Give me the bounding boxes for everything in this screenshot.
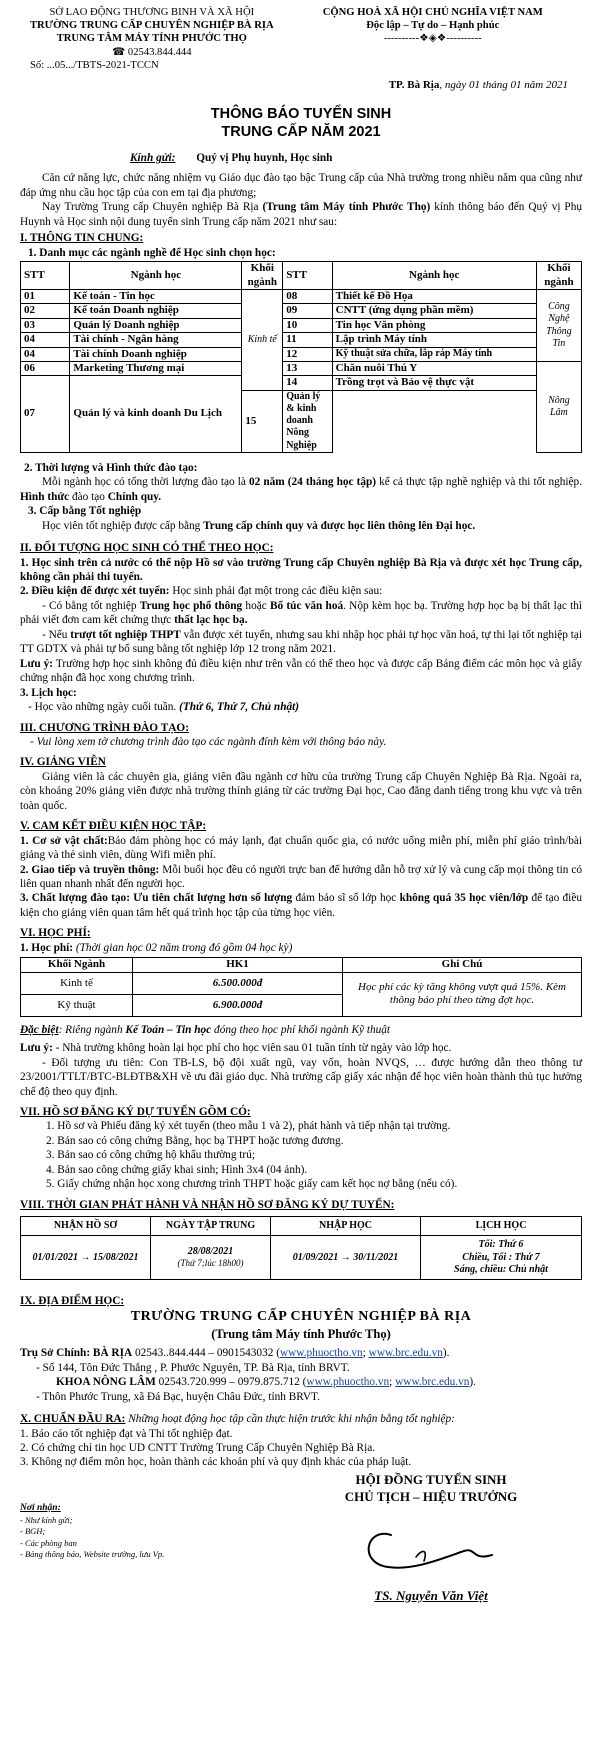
block-it: Công Nghệ Thông Tin bbox=[536, 290, 581, 362]
hq-address: - Số 144, Tôn Đức Thắng , P. Phước Nguyên, TP. Bà Rịa, tỉnh BRVT. bbox=[36, 1361, 350, 1374]
separator: ; bbox=[362, 1347, 369, 1360]
text-bold: trượt tốt nghiệp THPT bbox=[70, 628, 181, 641]
block-economics: Kinh tế bbox=[242, 290, 283, 391]
issuer-block bbox=[20, 6, 284, 72]
text-bold: 1. Cơ sở vật chất: bbox=[20, 834, 108, 847]
table-row bbox=[21, 304, 582, 318]
greeting-label: Kính gửi: bbox=[130, 152, 176, 165]
schedule-header-gather: NGÀY TẬP TRUNG bbox=[151, 1217, 271, 1236]
major-cell: CNTT (ứng dụng phần mềm) bbox=[332, 304, 536, 318]
text: để tạo điều kiện cho giảng viên quan tâm hết quá trình học tập của từng học viên. bbox=[20, 892, 582, 919]
issuer-phone: ☎ 02543.844.444 bbox=[112, 46, 192, 58]
timetable-line: Tối: Thứ 6 bbox=[478, 1239, 524, 1251]
major-cell: Kỹ thuật sửa chữa, lắp ráp Máy tính bbox=[332, 347, 536, 361]
section-6-special bbox=[20, 1023, 582, 1037]
stt-cell: 15 bbox=[242, 390, 283, 452]
section-2-p3 bbox=[20, 599, 582, 628]
list-item: 1. Hồ sơ và Phiếu đăng ký xét tuyển (theo mẫu 1 và 2), phát hành và tiếp nhận tại trường. bbox=[46, 1120, 451, 1133]
section-8-heading: VIII. THỜI GIAN PHÁT HÀNH VÀ NHẬN HỒ SƠ ĐĂNG KÝ DỰ TUYỂN: bbox=[20, 1198, 395, 1211]
text: đảm bảo sĩ số lớp học bbox=[292, 892, 400, 905]
header-block-right: Khối ngành bbox=[536, 262, 581, 290]
document-header bbox=[20, 6, 582, 72]
stt-cell: 03 bbox=[21, 318, 70, 332]
gather-date: 28/08/2021 bbox=[187, 1246, 234, 1258]
timetable-cell bbox=[421, 1236, 582, 1280]
output-item: 3. Không nợ điểm môn học, hoàn thành các khoản phí và quy định khác của pháp luật. bbox=[20, 1456, 412, 1469]
hq-phone: 02543..844.444 – 0901543032 ( bbox=[132, 1347, 280, 1360]
section-10-heading: X. CHUẨN ĐẦU RA: bbox=[20, 1413, 126, 1426]
header-block-left: Khối ngành bbox=[242, 262, 283, 290]
header-stt-left: STT bbox=[21, 262, 70, 290]
text-bold: Hình thức bbox=[20, 490, 70, 503]
section-6-note-1 bbox=[20, 1041, 582, 1055]
tuition-header bbox=[21, 958, 582, 972]
documents-list bbox=[20, 1119, 582, 1191]
text-bold: 2. Giao tiếp và truyền thông: bbox=[20, 863, 160, 876]
date-text: , ngày 01 tháng 01 năm 2021 bbox=[439, 79, 568, 92]
timetable-line: Sáng, chiều: Chủ nhật bbox=[454, 1263, 548, 1275]
section-6-note-2: - Đối tượng ưu tiên: Con TB-LS, bộ đội xuất ngũ, vay vốn, hoàn NVQS, … được hướng dẫn theo thông tư 23/2001/TTLT/BTC-BLĐTB&XH về ưu đãi giáo dục. Nhà trường cấp giấy xác nhận để học viên hoàn thành thủ tục hưởng chế độ theo quy định. bbox=[20, 1056, 582, 1098]
stt-cell: 04 bbox=[21, 347, 70, 361]
major-cell: Kế toán - Tin học bbox=[70, 290, 242, 304]
location-school: TRƯỜNG TRUNG CẤP CHUYÊN NGHIỆP BÀ RỊA bbox=[130, 1309, 472, 1325]
text: : Riêng ngành bbox=[58, 1023, 126, 1036]
tuition-header-note: Ghi Chú bbox=[343, 958, 582, 972]
intro-text-2: kính thông báo đến Quý vị Phụ Huynh và Học sinh nội dung tuyển sinh Trung cấp năm 2021 như sau: bbox=[20, 201, 583, 228]
schedule-header-timetable: LỊCH HỌC bbox=[421, 1217, 582, 1236]
tuition-fee-cell: 6.900.000đ bbox=[133, 994, 343, 1016]
stt-cell: 06 bbox=[21, 362, 70, 376]
section-2-p5 bbox=[20, 657, 582, 686]
section-10-note: Những hoạt động học tập cần thực hiện trước khi nhận bằng tốt nghiệp: bbox=[125, 1413, 455, 1426]
agri-label: KHOA NÔNG LÂM bbox=[56, 1376, 156, 1389]
stt-cell: 01 bbox=[21, 290, 70, 304]
section-3-p1: - Vui lòng xem tờ chương trình đào tạo các ngành đính kèm với thông báo này. bbox=[30, 735, 387, 748]
text-bold: (Thứ 6, Thứ 7, Chủ nhật) bbox=[179, 701, 300, 714]
text: Học sinh phải đạt một trong các điều kiện sau: bbox=[169, 585, 383, 598]
major-cell: Marketing Thương mại bbox=[70, 362, 242, 376]
schedule-header bbox=[21, 1217, 582, 1236]
section-2-schedule-heading: 3. Lịch học: bbox=[20, 686, 77, 699]
stt-cell: 08 bbox=[283, 290, 332, 304]
gather-date-cell bbox=[151, 1236, 271, 1280]
stt-cell: 11 bbox=[283, 333, 332, 347]
text: Bảo đảm phòng học có máy lạnh, đạt chuẩn quốc gia, có nước uống miễn phí, miễn phí giáo trình/bài giảng và thẻ sinh viên, dùng Wifi miễn phí. bbox=[20, 834, 582, 862]
intro-paragraph-2 bbox=[20, 200, 582, 229]
output-item: 2. Có chứng chỉ tin học UD CNTT Trường Trung Cấp Chuyên Nghiệp Bà Rịa. bbox=[20, 1441, 376, 1454]
website-link[interactable]: www.phuoctho.vn bbox=[306, 1376, 390, 1389]
major-cell: Trồng trọt và Bảo vệ thực vật bbox=[332, 376, 536, 390]
recipient-item: - Bảng thông báo, Website trường, lưu Vp. bbox=[20, 1549, 165, 1560]
stt-cell: 02 bbox=[21, 304, 70, 318]
stt-cell: 13 bbox=[283, 362, 332, 376]
text-bold: 3. Chất lượng đào tạo: Ưu tiên chất lượng hơn số lượng bbox=[20, 892, 293, 905]
majors-table-header bbox=[21, 262, 582, 290]
section-2-heading: II. ĐỐI TƯỢNG HỌC SINH CÓ THỂ THEO HỌC: bbox=[20, 542, 274, 555]
intro-paragraph-1: Căn cứ năng lực, chức năng nhiệm vụ Giáo dục đào tạo bậc Trung cấp của Nhà trường trong nhiều năm qua cũng như đáp ứng nhu cầu học tập của con em tại địa phương; bbox=[20, 172, 582, 199]
stt-cell: 12 bbox=[283, 347, 332, 361]
schedule-header-receive: NHẬN HỒ SƠ bbox=[21, 1217, 151, 1236]
title-line-2: TRUNG CẤP NĂM 2021 bbox=[221, 123, 381, 140]
stt-cell: 04 bbox=[21, 333, 70, 347]
duration-paragraph bbox=[20, 475, 582, 504]
handwritten-signature bbox=[296, 1505, 566, 1583]
text: - Nếu bbox=[42, 628, 71, 641]
major-cell: Quản lý Doanh nghiệp bbox=[70, 318, 242, 332]
text: đóng theo học phí khối ngành Kỹ thuật bbox=[211, 1023, 391, 1036]
section-1-sub-3: 3. Cấp bằng Tốt nghiệp bbox=[28, 505, 142, 518]
recipients-label: Nơi nhận: bbox=[20, 1502, 61, 1513]
output-item: 1. Báo cáo tốt nghiệp đạt và Thi tốt nghiệp đạt. bbox=[20, 1427, 233, 1440]
text: - Học vào những ngày cuối tuần. bbox=[28, 701, 180, 714]
section-2-p2 bbox=[20, 584, 582, 598]
website-link[interactable]: www.brc.edu.vn bbox=[368, 1347, 443, 1360]
text: Mỗi buổi học đều có người trực ban để hướng dẫn hỗ trợ xử lý và cung cấp mọi thông tin có liên quan nhanh nhất đến người học. bbox=[20, 863, 583, 891]
ministry-name: SỞ LAO ĐỘNG THƯƠNG BINH VÀ XÃ HỘI bbox=[49, 7, 255, 18]
table-row bbox=[21, 318, 582, 332]
major-cell: Tin học Văn phòng bbox=[332, 318, 536, 332]
intro-center: (Trung tâm Máy tính Phước Thọ) bbox=[262, 201, 431, 214]
degree-paragraph bbox=[20, 519, 582, 533]
center-name: TRUNG TÂM MÁY TÍNH PHƯỚC THỌ bbox=[56, 33, 247, 45]
table-row bbox=[21, 347, 582, 361]
stt-cell: 14 bbox=[283, 376, 332, 390]
website-link[interactable]: www.phuoctho.vn bbox=[279, 1347, 363, 1360]
table-row bbox=[21, 376, 582, 390]
timetable-line: Chiều, Tối : Thứ 7 bbox=[462, 1251, 540, 1263]
list-item: 3. Bản sao có công chứng hộ khẩu thường trú; bbox=[46, 1149, 255, 1162]
text: đào tạo bbox=[69, 490, 108, 503]
receive-period-cell: 01/01/2021 → 15/08/2021 bbox=[21, 1236, 151, 1280]
section-1-sub-1: 1. Danh mục các ngành nghề để Học sinh chọn học: bbox=[28, 246, 276, 259]
greeting-recipient: Quý vị Phụ huynh, Học sinh bbox=[196, 152, 333, 165]
tuition-block-cell: Kỹ thuật bbox=[21, 994, 133, 1016]
table-row bbox=[21, 1236, 582, 1280]
stt-cell: 07 bbox=[21, 376, 70, 452]
list-item: 4. Bản sao công chứng giấy khai sinh; Hình 3x4 (04 ảnh). bbox=[46, 1163, 308, 1176]
council-title: HỘI ĐỒNG TUYỂN SINH bbox=[355, 1471, 507, 1487]
text-bold: Lưu ý: bbox=[20, 657, 54, 670]
section-2-p4 bbox=[20, 628, 582, 657]
tuition-header-hk1: HK1 bbox=[133, 958, 343, 972]
signature-block bbox=[296, 1472, 566, 1604]
text-bold: Chính quy. bbox=[107, 490, 162, 503]
schedule-header-enroll: NHẬP HỌC bbox=[271, 1217, 421, 1236]
website-link[interactable]: www.brc.edu.vn bbox=[395, 1376, 470, 1389]
table-row bbox=[21, 362, 582, 376]
greeting bbox=[130, 151, 582, 165]
document-footer bbox=[20, 1472, 582, 1604]
schedule-table bbox=[20, 1216, 582, 1280]
text: kể cả thực tập nghề nghiệp và thi tốt nghiệp. bbox=[376, 476, 583, 489]
section-5-p2 bbox=[20, 863, 582, 892]
stt-cell: 10 bbox=[283, 318, 332, 332]
text: vẫn được xét tuyển, nhưng sau khi nhập học phải tự học văn hoá, tự thi lại tốt nghiệp tại TT GDTX và phải tự bổ sung bằng tốt nghiệp lớp 12 trong năm 2021. bbox=[20, 628, 583, 656]
list-item: 2. Bản sao có công chứng Bằng, học bạ THPT hoặc tương đương. bbox=[46, 1134, 344, 1147]
hq-line bbox=[20, 1346, 582, 1360]
major-cell: Chăn nuôi Thú Y bbox=[332, 362, 536, 376]
section-6-heading: VI. HỌC PHÍ: bbox=[20, 927, 91, 940]
text: - Nhà trường không hoàn lại học phí cho học viên sau 01 tuần tính từ ngày vào lớp học. bbox=[52, 1042, 452, 1055]
text-bold: Bổ túc văn hoá bbox=[270, 599, 344, 612]
text: - Có bằng tốt nghiệp bbox=[42, 599, 140, 612]
location-center: (Trung tâm Máy tính Phước Thọ) bbox=[211, 1327, 391, 1342]
document-date bbox=[20, 78, 582, 92]
text-bold: Trung học phổ thông bbox=[139, 599, 243, 612]
title-line-1: THÔNG BÁO TUYỂN SINH bbox=[210, 106, 392, 123]
document-title bbox=[20, 106, 582, 141]
text-bold: Trung cấp chính quy và được học liên thông lên Đại học. bbox=[203, 519, 476, 532]
major-cell: Tài chính - Ngân hàng bbox=[70, 333, 242, 347]
text-bold: 2. Điều kiện để được xét tuyển: bbox=[20, 585, 170, 598]
major-cell: Quản lý & kinh doanh Nông Nghiệp bbox=[283, 390, 332, 452]
section-6-sub-1 bbox=[20, 941, 582, 955]
text-italic: (Thời gian học 02 năm trong đó gồm 04 học kỳ) bbox=[75, 941, 293, 954]
agri-address: - Thôn Phước Trung, xã Đá Bạc, huyện Châu Đức, tỉnh BRVT. bbox=[36, 1390, 320, 1403]
tuition-header-block: Khối Ngành bbox=[21, 958, 133, 972]
intro-text: Nay Trường Trung cấp Chuyên nghiệp Bà Rịa bbox=[42, 201, 263, 214]
agri-line bbox=[20, 1375, 582, 1389]
major-cell: Kế toán Doanh nghiệp bbox=[70, 304, 242, 318]
text-bold: Kế Toán – Tin học bbox=[125, 1023, 212, 1036]
table-row bbox=[21, 333, 582, 347]
section-5-p3 bbox=[20, 891, 582, 920]
table-row bbox=[21, 972, 582, 994]
text-bold: 02 năm (24 tháng học tập) bbox=[248, 476, 377, 489]
section-2-p1: 1. Học sinh trên cả nước có thể nộp Hồ sơ vào trường Trung cấp Chuyên nghiệp Bà Rịa và được xét học Trung cấp, không cần phải thi tuyển. bbox=[20, 556, 582, 583]
section-7-heading: VII. HỒ SƠ ĐĂNG KÝ DỰ TUYỂN GỒM CÓ: bbox=[20, 1105, 251, 1118]
recipient-item: - Các phòng ban bbox=[20, 1537, 77, 1548]
section-4-p1: Giảng viên là các chuyên gia, giảng viên đầu ngành cơ hữu của trường Trung cấp Chuyên Nghiệp Bà Rịa. Ngoài ra, còn khoảng 20% giảng viên được nhà trường thỉnh giảng từ các trường Đại học, Cao đẳng danh tiếng trong khu vực và trên toàn quốc. bbox=[20, 770, 582, 812]
text-bold: 1. Học phí: bbox=[20, 941, 76, 954]
enroll-period-cell: 01/09/2021 → 30/11/2021 bbox=[271, 1236, 421, 1280]
signer-role: CHỦ TỊCH – HIỆU TRƯỞNG bbox=[344, 1488, 518, 1504]
major-cell: Quản lý và kinh doanh Du Lịch bbox=[70, 376, 242, 452]
text-bold: Đặc biệt bbox=[20, 1023, 59, 1036]
separator: ; bbox=[389, 1376, 396, 1389]
nation-motto: Độc lập – Tự do – Hạnh phúc bbox=[366, 20, 500, 32]
text: Học viên tốt nghiệp được cấp bằng bbox=[42, 519, 204, 532]
section-4-heading: IV. GIẢNG VIÊN bbox=[20, 756, 106, 769]
punctuation: ). bbox=[442, 1347, 450, 1360]
school-name: TRƯỜNG TRUNG CẤP CHUYÊN NGHIỆP BÀ RỊA bbox=[29, 20, 274, 32]
major-cell: Tài chính Doanh nghiệp bbox=[70, 347, 242, 361]
document-reference: Số: ...05.../TBTS-2021-TCCN bbox=[30, 59, 159, 71]
major-cell: Lập trình Máy tính bbox=[332, 333, 536, 347]
section-2-schedule bbox=[20, 700, 582, 714]
text: Mỗi ngành học có tổng thời lượng đào tạo là bbox=[42, 476, 249, 489]
section-10-heading-line bbox=[20, 1412, 582, 1426]
tuition-block-cell: Kinh tế bbox=[21, 972, 133, 994]
section-3-heading: III. CHƯƠNG TRÌNH ĐÀO TẠO: bbox=[20, 721, 189, 734]
nation-title: CỘNG HOÀ XÃ HỘI CHỦ NGHĨA VIỆT NAM bbox=[322, 7, 543, 18]
signer-name: TS. Nguyễn Văn Việt bbox=[374, 1587, 488, 1603]
majors-table bbox=[20, 261, 582, 453]
section-1-sub-2: 2. Thời lượng và Hình thức đào tạo: bbox=[24, 461, 198, 474]
section-1-heading: I. THÔNG TIN CHUNG: bbox=[20, 232, 144, 245]
text-bold: Lưu ý: bbox=[20, 1042, 53, 1055]
text: hoặc bbox=[242, 599, 270, 612]
tuition-note-cell: Học phí các kỳ tăng không vượt quá 15%. Kèm thông báo phí theo từng đợt học. bbox=[343, 972, 582, 1016]
recipients-block bbox=[20, 1472, 164, 1604]
tuition-fee-cell: 6.500.000đ bbox=[133, 972, 343, 994]
table-row bbox=[21, 290, 582, 304]
motto-ornament: ----------❖◈❖---------- bbox=[383, 33, 482, 45]
recipient-item: - Như kính gửi; bbox=[20, 1514, 73, 1525]
section-5-p1 bbox=[20, 834, 582, 863]
stt-cell: 09 bbox=[283, 304, 332, 318]
punctuation: ). bbox=[469, 1376, 476, 1389]
nation-block bbox=[284, 6, 582, 72]
date-place: TP. Bà Rịa bbox=[388, 79, 440, 92]
section-9-heading: IX. ĐỊA ĐIỂM HỌC: bbox=[20, 1294, 125, 1307]
text-bold: không quá 35 học viên/lớp bbox=[399, 892, 529, 905]
major-cell: Thiết kế Đồ Họa bbox=[332, 290, 536, 304]
hq-label: Trụ Sở Chính: BÀ RỊA bbox=[20, 1347, 133, 1360]
gather-time: (Thứ 7;lúc 18h00) bbox=[177, 1258, 244, 1269]
header-stt-right: STT bbox=[283, 262, 332, 290]
text: Trường hợp học sinh không đủ điều kiện như trên vẫn có thể theo học và được cấp Bảng điểm các môn học và giấy chứng nhận đã học xong chương trình. bbox=[20, 657, 582, 685]
list-item: 5. Giấy chứng nhận học xong chương trình THPT hoặc giấy cam kết học nợ bằng (nếu có). bbox=[46, 1178, 458, 1191]
agri-phone: 02543.720.999 – 0979.875.712 ( bbox=[155, 1376, 307, 1389]
section-5-heading: V. CAM KẾT ĐIỀU KIỆN HỌC TẬP: bbox=[20, 820, 207, 833]
header-major-right: Ngành học bbox=[332, 262, 536, 290]
recipient-item: - BGH; bbox=[20, 1526, 46, 1537]
text-bold: thất lạc học bạ. bbox=[174, 614, 248, 627]
block-agriculture: Nông Lâm bbox=[536, 362, 581, 453]
header-major-left: Ngành học bbox=[70, 262, 242, 290]
tuition-table bbox=[20, 957, 582, 1016]
text: . Nộp kèm học bạ. Trường hợp học bạ bị thất lạc thì phải viết đơn cam kết chứng thực bbox=[20, 599, 583, 627]
